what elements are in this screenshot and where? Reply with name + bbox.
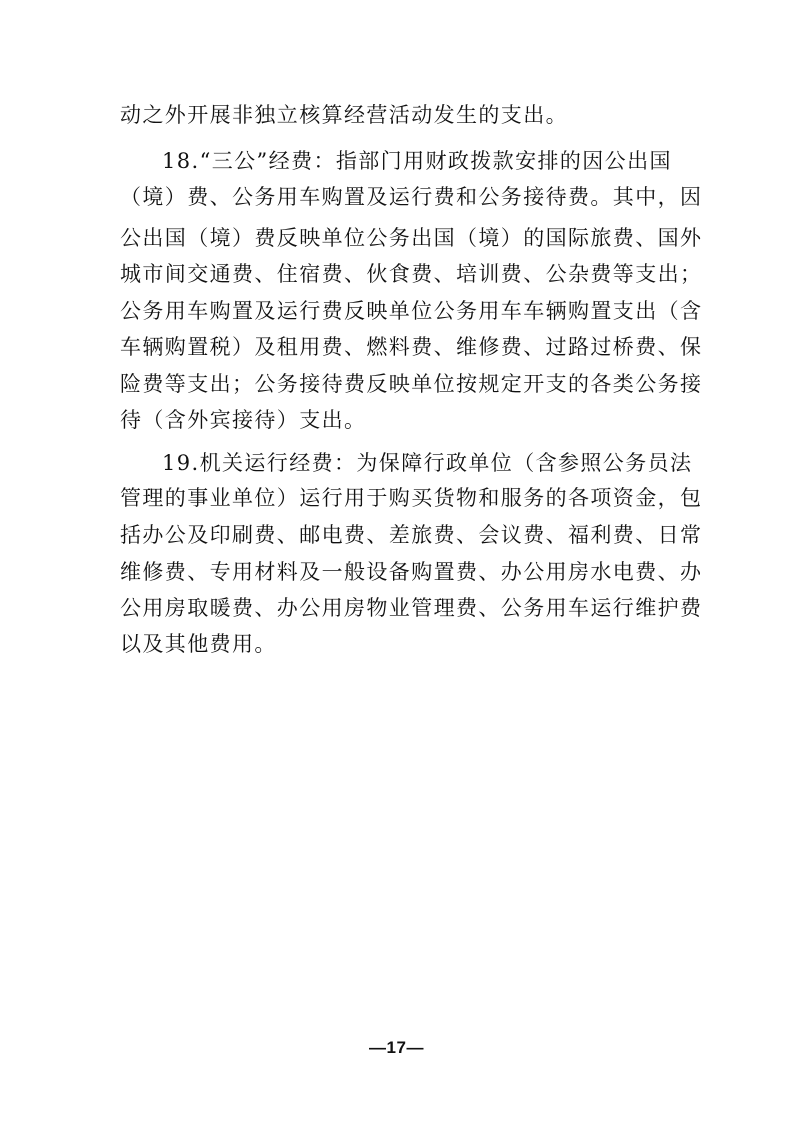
paragraph-19-line-2: 管理的事业单位）运行用于购买货物和服务的各项资金，包 (120, 486, 703, 510)
paragraph-19-line-1: 19.机关运行经费：为保障行政单位（含参照公务员法 (162, 451, 693, 475)
paragraph-18-line-3: 公出国（境）费反映单位公务出国（境）的国际旅费、国外 (120, 226, 703, 250)
paragraph-17-continuation-line: 动之外开展非独立核算经营活动发生的支出。 (120, 103, 568, 127)
paragraph-19-line-5: 公用房取暖费、办公用房物业管理费、公务用车运行维护费 (120, 596, 703, 620)
paragraph-18-line-8: 待（含外宾接待）支出。 (120, 408, 367, 432)
page-number: —17— (369, 1038, 424, 1057)
paragraph-18-line-1: 18.“三公”经费：指部门用财政拨款安排的因公出国 (162, 149, 672, 173)
paragraph-18-line-7: 险费等支出；公务接待费反映单位按规定开支的各类公务接 (120, 372, 703, 396)
paragraph-18-line-4: 城市间交通费、住宿费、伙食费、培训费、公杂费等支出； (120, 262, 703, 286)
paragraph-19-line-3: 括办公及印刷费、邮电费、差旅费、会议费、福利费、日常 (120, 523, 703, 547)
paragraph-19-line-4: 维修费、专用材料及一般设备购置费、办公用房水电费、办 (120, 560, 703, 584)
paragraph-19-line-6: 以及其他费用。 (120, 632, 277, 656)
paragraph-18-line-2: （境）费、公务用车购置及运行费和公务接待费。其中，因 (120, 185, 703, 209)
paragraph-18-line-6: 车辆购置税）及租用费、燃料费、维修费、过路过桥费、保 (120, 335, 703, 359)
paragraph-18-line-5: 公务用车购置及运行费反映单位公务用车车辆购置支出（含 (120, 299, 703, 323)
